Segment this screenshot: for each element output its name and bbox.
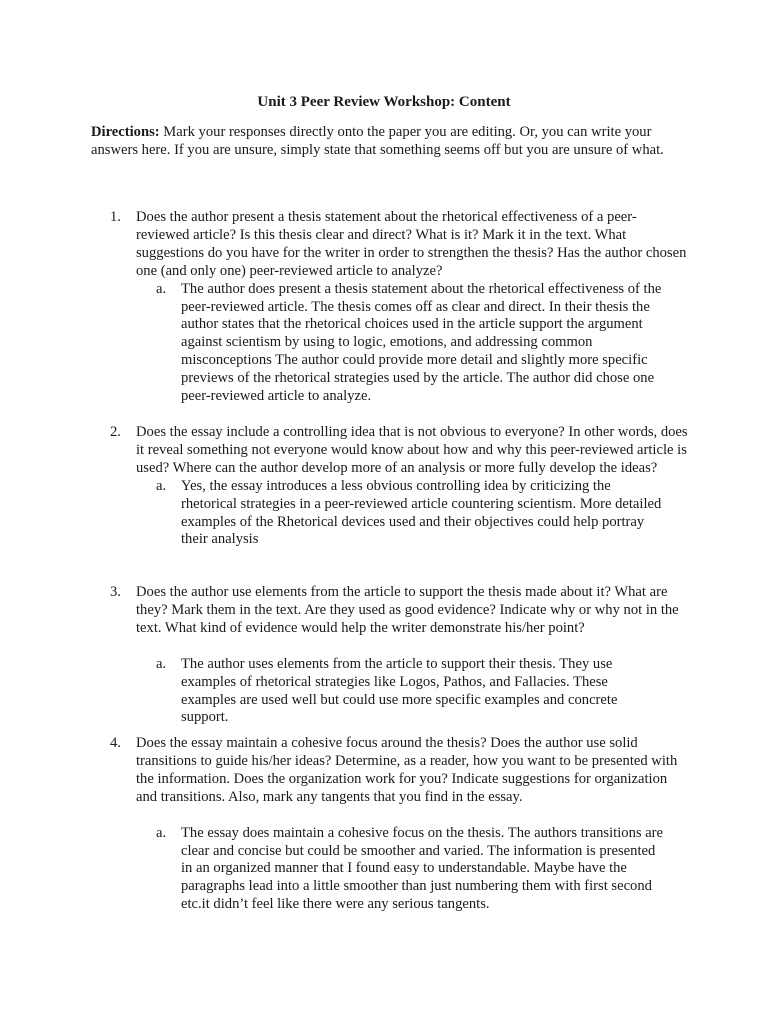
question-number: 4. [110,735,121,751]
answer-text: The essay does maintain a cohesive focus on the thesis. The authors transitions are clear and concise but could be smoother and varied. The information is presented in an organized manner that I found easy to understandable. Maybe have the paragraphs lead into a little smoother than just numbering them with first second etc.it didn’t feel like there were any serious tangents. [181,824,664,913]
question-number: 2. [110,424,121,440]
answer-letter: a. [156,280,167,297]
page-title: Unit 3 Peer Review Workshop: Content [257,94,511,110]
directions-text: Mark your responses directly onto the paper you are editing. Or, you can write your answers here. If you are unsure, simply state that something seems off but you are unsure of what. [91,124,664,158]
answer-letter: a. [156,655,167,672]
question-text: Does the author present a thesis statement about the rhetorical effectiveness of a peer-reviewed article? Is this thesis clear and direct? What is it? Mark it in the text. What suggestions do you have for the writer in order to strengthen the thesis? Has the author chosen one (and only one) peer-reviewed article to analyze? [136,209,687,279]
answer-text: The author does present a thesis statement about the rhetorical effectiveness of the peer-reviewed article. The thesis comes off as clear and direct. In their thesis the author states that the rhetorical choices used in the article support the argument against scientism by using to logic, emotions, and addressing common misconceptions The author could provide more detail and slightly more specific previews of the rhetorical strategies used by the article. The author did chose one peer-reviewed article to analyze. [181,280,662,405]
question-number: 3. [110,584,121,600]
directions-paragraph [91,124,681,160]
question-4 [110,735,690,914]
answer-letter: a. [156,477,167,494]
question-text: Does the author use elements from the article to support the thesis made about it? What are they? Mark them in the text. Are they used as good evidence? Indicate why or why not in the text. What kind of evidence would help the writer demonstrate his/her point? [136,584,679,636]
answer-item [156,656,666,728]
question-1 [110,209,690,406]
question-text: Does the essay include a controlling idea that is not obvious to everyone? In other words, does it reveal something not everyone would know about how and why this peer-reviewed article is used? Where can the author develop more of an analysis or more fully develop the ideas? [136,424,688,476]
answer-item [156,281,666,406]
question-2 [110,424,690,549]
answer-letter: a. [156,824,167,841]
question-3 [110,584,690,727]
question-text: Does the essay maintain a cohesive focus around the thesis? Does the author use solid transitions to guide his/her ideas? Determine, as a reader, how you want to be presented with the information. Does the organization work for you? Indicate suggestions for organization and transitions. Also, mark any tangents that you find in the essay. [136,735,678,805]
answer-item [156,825,666,915]
answer-item [156,478,666,550]
answer-text: Yes, the essay introduces a less obvious controlling idea by criticizing the rhetorical strategies in a peer-reviewed article countering scientism. More detailed examples of the Rhetorical devices used and their objectives could help portray their analysis [181,477,662,548]
directions-label: Directions: [91,124,160,140]
question-number: 1. [110,209,121,225]
answer-text: The author uses elements from the article to support their thesis. They use examples of rhetorical strategies like Logos, Pathos, and Fallacies. These examples are used well but could use more specific examples and concrete support. [181,655,618,726]
